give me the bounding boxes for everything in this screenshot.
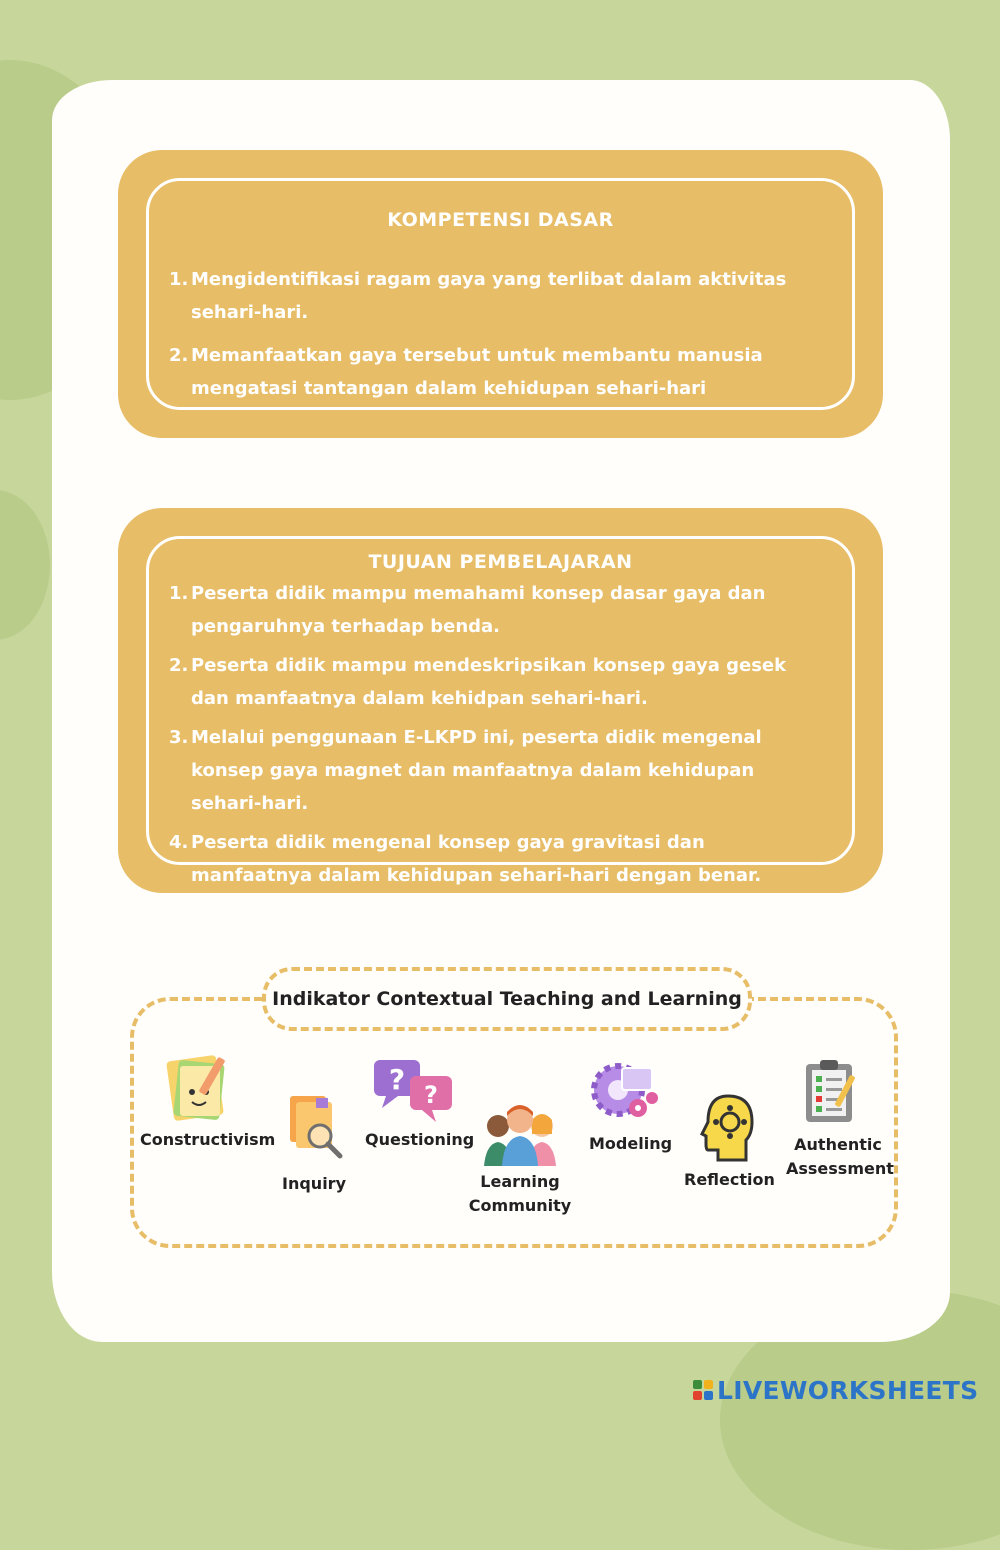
tujuan-item-text: Peserta didik mampu memahami konsep dasar gaya dan pengaruhnya terhadap benda. [191,583,766,637]
tujuan-pembelajaran-card [118,508,883,893]
tujuan-item-number: 1. [169,583,189,604]
indicator-label-learning-community: Learning Community [468,1172,572,1215]
notebook-pencil-icon [162,1052,234,1124]
background-blob-mid-left [0,490,50,640]
kompetensi-item-text: Memanfaatkan gaya tersebut untuk membantu manusia mengatasi tantangan dalam kehidupan sehari-hari [191,345,763,399]
liveworksheets-brand: LIVEWORKSHEETS [717,1375,979,1405]
kompetensi-dasar-card [118,150,883,438]
kompetensi-item-text: Mengidentifikasi ragam gaya yang terlibat dalam aktivitas sehari-hari. [191,269,787,323]
kompetensi-dasar-title: KOMPETENSI DASAR [387,209,614,231]
modeling-gears-icon [588,1058,660,1124]
liveworksheets-logo [693,1374,978,1406]
head-mind-icon [700,1094,756,1164]
ctl-title: Indikator Contextual Teaching and Learning [262,967,752,1031]
kompetensi-dasar-frame [146,178,855,410]
tujuan-item [169,721,802,820]
tujuan-item [169,649,802,715]
people-group-icon [484,1100,556,1166]
kompetensi-dasar-list [169,263,842,405]
kompetensi-item-number: 2. [169,345,189,366]
indicator-label-inquiry: Inquiry [282,1174,346,1193]
indicator-label-questioning: Questioning [365,1130,475,1149]
kompetensi-item [169,263,842,329]
tujuan-item-text: Peserta didik mampu mendeskripsikan konsep gaya gesek dan manfaatnya dalam kehidpan sehari-hari. [191,655,787,709]
indicator-label-constructivism: Constructivism [140,1130,276,1149]
tujuan-item-number: 2. [169,655,189,676]
tujuan-pembelajaran-list [169,577,842,892]
magnifier-document-icon [282,1090,346,1162]
tujuan-pembelajaran-frame [146,536,855,886]
tujuan-item [169,577,802,643]
tujuan-pembelajaran-title: TUJUAN PEMBELAJARAN [368,551,633,573]
tujuan-item [169,826,802,892]
svg-text:?: ? [424,1081,438,1109]
tujuan-item-text: Peserta didik mengenal konsep gaya gravitasi dan manfaatnya dalam kehidupan sehari-hari dengan benar. [191,832,762,886]
indicator-label-reflection: Reflection [684,1170,775,1189]
indicator-label-authentic-assessment: Authentic Assessment [786,1135,894,1178]
liveworksheets-logo-mark [693,1380,713,1400]
kompetensi-item [169,339,842,405]
svg-text:?: ? [388,1063,406,1096]
tujuan-item-number: 4. [169,832,189,853]
kompetensi-item-number: 1. [169,269,189,290]
indicator-label-modeling: Modeling [589,1134,673,1153]
tujuan-item-text: Melalui penggunaan E-LKPD ini, peserta didik mengenal konsep gaya magnet dan manfaatnya dalam kehidupan sehari-hari. [191,727,762,814]
clipboard-checklist-icon [802,1058,862,1124]
tujuan-item-number: 3. [169,727,189,748]
question-bubbles-icon [372,1058,456,1124]
